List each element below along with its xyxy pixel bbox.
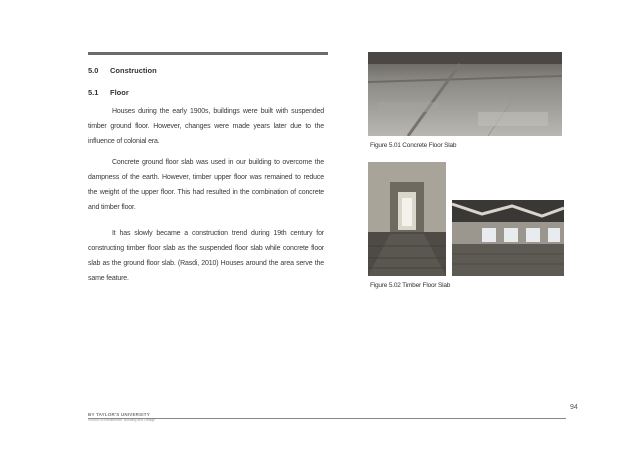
section-title: Construction (110, 66, 157, 75)
subsection-heading (88, 88, 129, 97)
page-number: 94 (570, 404, 578, 411)
concrete-floor-photo (368, 52, 562, 136)
subsection-title: Floor (110, 88, 129, 97)
figure-caption-1: Figure 5.01 Concrete Floor Slab (370, 142, 457, 149)
footer-divider (88, 418, 566, 419)
footer-school: School of Architecture, Building and Design (88, 418, 156, 422)
subsection-number: 5.1 (88, 88, 99, 97)
section-top-bar (88, 52, 328, 55)
section-number: 5.0 (88, 66, 99, 75)
paragraph-2: Concrete ground floor slab was used in our building to overcome the dampness of the earth. However, timber upper floor was remained to reduce the weight of the upper floor. This had resulted in the combination of concrete and timber floor. (88, 159, 324, 211)
figure-caption-2: Figure 5.02 Timber Floor Slab (370, 282, 451, 289)
timber-floor-photo-room (452, 200, 564, 276)
paragraph-1: Houses during the early 1900s, buildings were built with suspended timber ground floor. However, changes were made years later due to the influence of colonial era. (88, 108, 324, 145)
footer-university: BY TAYLOR'S UNIVERSITY (88, 412, 150, 417)
paragraph-3: It has slowly became a construction trend during 19th century for constructing timber floor slab as the suspended floor slab while concrete floor slab as the ground floor slab. (Rasdi, 2010) Houses around the area serve the same feature. (88, 230, 324, 282)
section-heading (88, 66, 157, 75)
timber-floor-photo-corridor (368, 162, 446, 276)
